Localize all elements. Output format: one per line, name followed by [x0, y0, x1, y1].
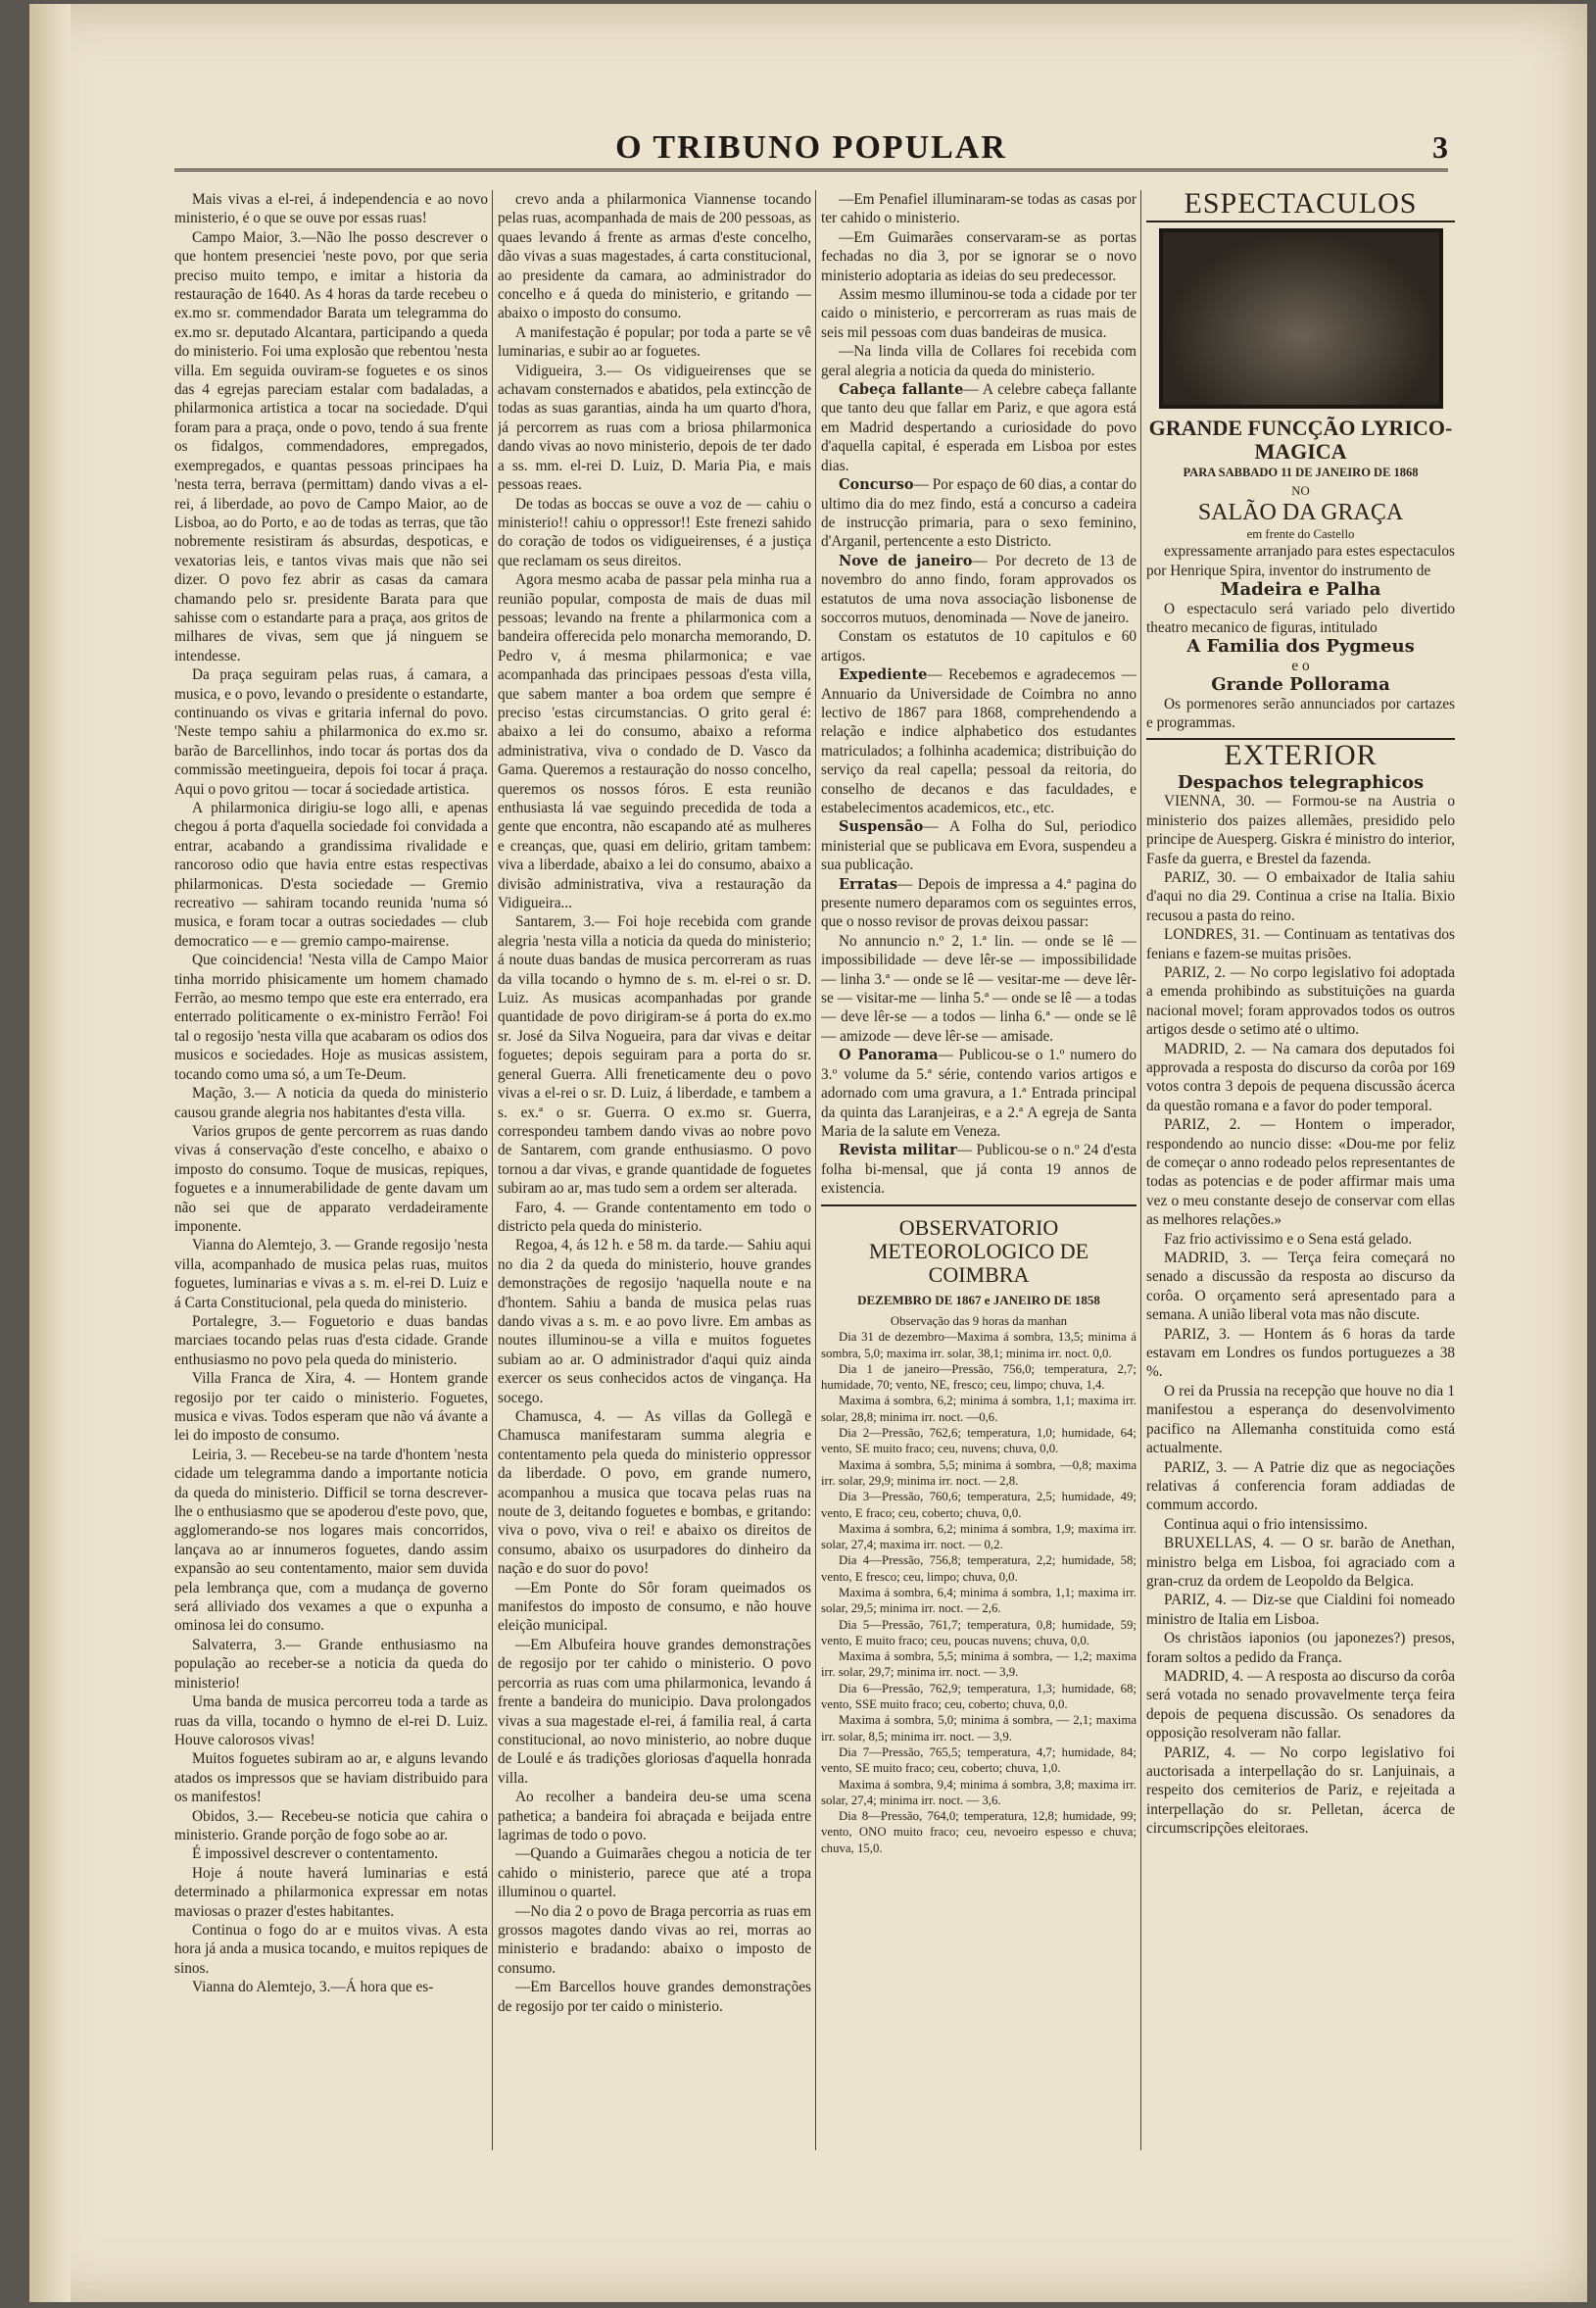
article-paragraph: crevo anda a philarmonica Viannense tocando pelas ruas, acompanhada de mais de 200 pessoas, as quaes levando á frente as armas d'este concelho, dão vivas a suas magestades, á carta constitucional, ao presidente da camara, ao administrador do concelho e á queda do ministerio, e gritando — abaixo o imposto do consumo. — [498, 191, 811, 322]
article-paragraph: Varios grupos de gente percorrem as ruas dando vivas á conservação d'este concelho, e abaixo o imposto do consumo. Toque de musicas, repiques, foguetes e a innumerabilidade de gente davam um não sei que de apparato verdadeiramente imponente. — [174, 1122, 488, 1235]
engraving-image — [1159, 228, 1443, 409]
column-2 — [498, 190, 811, 2160]
news-item-heading: Expediente — [839, 666, 928, 684]
article-paragraph: Que coincidencia! 'Nesta villa de Campo Maior tinha morrido phisicamente um homem chamado Ferrão, ao mesmo tempo que este era enterrado, era enterrado politicamente o ex-ministro Ferrão! Foi tal o regosijo 'nesta villa que acabaram os odios dos musicos e sociedades. Hoje as musicas assistem, tocando como uma só, a um Te-Deum. — [174, 952, 488, 1083]
weather-entry: Dia 7—Pressão, 765,5; temperatura, 4,7; humidade, 84; vento, SE muito fraco; ceu, coberto; chuva, 1,0. — [821, 1744, 1137, 1776]
news-item — [821, 665, 1137, 817]
news-item-text: — Recebemos e agradecemos — Annuario da Universidade de Coimbra no anno lectivo de 1867 para 1868, comprehendendo a relação e indice alphabetico dos estudantes matriculados; a folhinha academica; distribuição do serviço da real capella; pessoal da reitoria, do conselho de decanos e das faculdades, e estabelecimentos academicos, etc., etc. — [821, 666, 1137, 816]
telegraph-entry: O rei da Prussia na recepção que houve no dia 1 manifestou a esperança do desenvolvimento pacifico na Allemanha constituida como está actualmente. — [1146, 1382, 1455, 1457]
article-paragraph: Hoje á noute haverá luminarias e está determinado a philarmonica expressar em notas maviosas o prazer d'estes habitantes. — [174, 1864, 488, 1920]
article-paragraph: —No dia 2 o povo de Braga percorria as ruas em grossos magotes dando vivas ao rei, morras ao ministerio e bradando: abaixo o imposto de consumo. — [498, 1902, 811, 1977]
article-paragraph: Assim mesmo illuminou-se toda a cidade por ter caido o ministerio, e percorreram as ruas mais de seis mil pessoas com duas bandeiras de musica. — [821, 286, 1137, 341]
observatory-subtitle: Observação das 9 horas da manhan — [890, 1313, 1068, 1328]
weather-entry: Dia 8—Pressão, 764,0; temperatura, 12,8; humidade, 99; vento, ONO muito fraco; ceu, nevoeiro espesso e chuva; chuva, 15,0. — [821, 1809, 1137, 1855]
column-divider — [815, 190, 816, 2150]
article-paragraph: Portalegre, 3.— Foguetorio e duas bandas marciaes tocando pelas ruas d'esta cidade. Grande enthusiasmo no povo pela queda do ministerio. — [174, 1312, 488, 1368]
article-paragraph: Salvaterra, 3.— Grande enthusiasmo na população ao receber-se a noticia da queda do ministerio! — [174, 1636, 488, 1692]
article-paragraph: Mação, 3.— A noticia da queda do ministerio causou grande alegria nos habitantes d'esta villa. — [174, 1085, 488, 1121]
article-paragraph: Agora mesmo acaba de passar pela minha rua a reunião popular, composta de mais de duas mil pessoas; levando na frente a philarmonica com a bandeira offerecida pelo monarcha memorando, D. Pedro v, á mesma philarmonica; e vae acompanhada das principaes pessoas d'esta villa, que sabem manter a boa ordem que sempre é preciso 'estas circumstancias. O grito geral é: abaixo a lei do consumo, abaixo a reforma administrativa, viva o condado de D. Vasco da Gama. Queremos a restauração do nosso concelho, queremos os nossos fóros. E esta reunião enthusiasta lá vae seguindo precedida de toda a gente que encontra, não escapando até as mulheres e creanças, que, quasi em delirio, gritam tambem: viva a liberdade, abaixo a lei do consumo, abaixo a divisão administrativa, viva a restauração da Vidigueira... — [498, 571, 811, 912]
news-item-heading: Revista militar — [839, 1142, 957, 1159]
article-paragraph: A manifestação é popular; por toda a parte se vê luminarias, e subir ao ar foguetes. — [498, 323, 811, 361]
masthead — [174, 129, 1448, 180]
article-paragraph: Campo Maior, 3.—Não lhe posso descrever o que hontem presenciei 'neste povo, por que seria preciso muito tempo, e imitar a historia da restauração de 1640. As 4 horas da tarde recebeu o ex.mo sr. commendador Barata um telegramma do ex.mo sr. deputado Alcantara, participando a queda do ministerio. Foi uma explosão que rebentou 'nesta villa. Em seguida ouviram-se foguetes e os sinos das 4 egrejas pareciam estalar com badaladas, a philarmonica artistica a tocar na sociedade. D'qui foram para a praça, onde o povo, tendo á sua frente os fidalgos, commendadores, empregados, exempregados, e quantas pessoas principaes ha 'nesta terra, berrava (permittam) dando vivas a el-rei, á liberdade, ao povo de Campo Maior, ao de Lisboa, ao do Porto, e ao de todas as terras, que tão nobremente resistiram ás absurdas, despoticas, e vexatorias leis, e tantos vivas mais que não sei dizer. O povo fez abrir as casas da camara chamando pelo sr. presidente Barata para que sahisse com o estandarte para a praça, aos gritos de milhares de vivas, sem que já ninguem se intendesse. — [174, 228, 488, 664]
telegraph-entry: Faz frio activissimo e o Sena está gelado. — [1164, 1230, 1413, 1248]
news-item-text: — Por espaço de 60 dias, a contar do ultimo dia do mez findo, está a concurso a cadeira de instrucção primaria, para o sexo feminino, d'Arganil, pertencente a esto Districto. — [821, 476, 1137, 551]
telegraph-entry: PARIZ, 3. — Hontem ás 6 horas da tarde estavam em Londres os fundos portuguezes a 38 %. — [1146, 1325, 1455, 1381]
article-paragraph: Faro, 4. — Grande contentamento em todo o districto pela queda do ministerio. — [498, 1199, 811, 1235]
news-item-text: — A celebre cabeça fallante que tanto deu que fallar em Pariz, e que agora está em Madrid despertando a curiosidade do povo d'aquella capital, é esperada em Lisboa por estes dias. — [821, 381, 1137, 474]
telegraph-entry: VIENNA, 30. — Formou-se na Austria o ministerio dos paizes allemães, presidido pelo principe de Auesperg. Giskra é ministro do interior, Fasfe da guerra, e Brestel da fazenda. — [1146, 793, 1455, 867]
news-item-heading: Concurso — [839, 476, 914, 494]
weather-entry: Maxima á sombra, 5,0; minima á sombra, — 2,1; maxima irr. solar, 8,5; minima irr. noct. — 3,9. — [821, 1713, 1137, 1743]
news-item-text: Constam os estatutos de 10 capitulos e 60 artigos. — [821, 628, 1137, 664]
news-item-text: — Por decreto de 13 de novembro do anno findo, foram approvados os estatutos de uma nova associação lisbonense de soccorros mutuos, denominada — Nove de janeiro. — [821, 552, 1137, 626]
weather-entry: Maxima á sombra, 5,5; minima á sombra, — 1,2; maxima irr. solar, 29,7; minima irr. noct. — 3,9. — [821, 1649, 1137, 1680]
article-paragraph: Leiria, 3. — Recebeu-se na tarde d'hontem 'nesta cidade um telegramma dando a importante noticia da queda do ministerio. Difficil se torna descrever-lhe o enthusiasmo que se apoderou d'este povo, que, agglomerando-se nos logares mais concorridos, lançava ao ar innumeros foguetes, dando assim expansão ao seu contentamento, maior sem duvida pela lembrança que, com a mudança de governo será alliviado dos vexames a que o expunha a ominosa lei do consumo. — [174, 1446, 488, 1635]
article-paragraph: Regoa, 4, ás 12 h. e 58 m. da tarde.— Sahiu aqui no dia 2 da queda do ministerio, houve grandes demonstrações de regosijo 'naquella noute e na d'hontem. Sahiu a banda de musica pelas ruas dando vivas a s. m. e ao povo livre. Em ambas as noutes illuminou-se a villa e muitos foguetes subiam ao ar. O administrador d'aqui quiz ainda exercer os seus conhecidos actos de vingança. Ha socego. — [498, 1237, 811, 1406]
weather-entry: Maxima á sombra, 6,2; minima á sombra, 1,1; maxima irr. solar, 28,8; minima irr. noct. —0,6. — [821, 1394, 1137, 1424]
masthead-rule — [174, 169, 1448, 172]
weather-entry: Maxima á sombra, 6,2; minima á sombra, 1,9; maxima irr. solar, 27,4; maxima irr. noct. — 0,2. — [821, 1521, 1137, 1552]
article-paragraph: Vidigueira, 3.— Os vidigueirenses que se achavam consternados e abatidos, pela extincção de todas as suas garantias, ainda ha um quarto d'hora, já percorrem as ruas com a briosa philarmonica dando vivas ao novo ministerio, depois de ter dado a ss. mm. el-rei D. Luiz, D. Maria Pia, e mais pessoas reaes. — [498, 362, 811, 494]
news-item-heading: Nove de janeiro — [839, 552, 973, 569]
weather-entry: Dia 4—Pressão, 756,8; temperatura, 2,2; humidade, 58; vento, E fresco; ceu, limpo; chuva, 0,0. — [821, 1553, 1137, 1584]
column-1 — [174, 190, 488, 2160]
telegraph-entry: MADRID, 4. — A resposta ao discurso da corôa será votada no senado provavelmente terça feira depois de pequena discussão. Os senadores da opposição resolveram não fallar. — [1146, 1667, 1455, 1743]
column-divider — [492, 190, 493, 2150]
observatory-report — [821, 1216, 1137, 1857]
news-item-heading: Suspensão — [839, 818, 924, 836]
news-item — [821, 932, 1137, 1046]
article-paragraph: —Em Barcellos houve grandes demonstrações de regosijo por ter caido o ministerio. — [498, 1979, 811, 2015]
article-paragraph: De todas as boccas se ouve a voz de — cahiu o ministerio!! cahiu o oppressor!! Este frenezi sahido do coração de todos os vidigueirenses, é a justiça que reclamam os seus direitos. — [498, 495, 811, 569]
column-3 — [821, 190, 1137, 2160]
news-item — [821, 875, 1137, 932]
exterior-title: EXTERIOR — [1224, 739, 1378, 772]
article-paragraph: Continua o fogo do ar e muitos vivas. A esta hora já anda a musica tocando, e muitos repiques de sinos. — [174, 1921, 488, 1977]
news-item-text: — A Folha do Sul, periodico ministerial que se publicava em Evora, suspendeu a sua publicação. — [821, 818, 1137, 874]
event-footer: Os pormenores serão annunciados por cartazes e programmas. — [1146, 695, 1455, 732]
article-paragraph: Muitos foguetes subiram ao ar, e alguns levando atados os impressos que se haviam distribuido para os manifestos! — [174, 1750, 488, 1806]
news-item — [821, 380, 1137, 475]
news-item-text: — Depois de impressa a 4.ª pagina do presente numero deparamos com os seguintes erros, que o nosso revisor de provas deixou passar: — [821, 875, 1137, 931]
telegraph-entry: PARIZ, 2. — Hontem o imperador, respondendo ao nuncio disse: «Dou-me por feliz de começar o anno rodeado pelos representantes de todas as potencias e de poder affirmar mais uma vez o meu constante desejo de conservar com ellas as melhores relações.» — [1146, 1116, 1455, 1229]
venue-name: SALÃO DA GRAÇA — [1197, 500, 1404, 526]
news-item-text: — Publicou-se o 1.º numero do 3.º volume da 5.ª série, contendo varios artigos e adornado com uma gravura, a 1.ª Entrada principal da quinta das Laranjeiras, e a 2.ª A egreja de Santa Maria de la salute em Veneza. — [821, 1047, 1137, 1140]
news-item-heading: Cabeça fallante — [839, 381, 964, 399]
weather-entry: Dia 5—Pressão, 761,7; temperatura, 0,8; humidade, 59; vento, E muito fraco; ceu, poucas nuvens; chuva, 0,0. — [821, 1617, 1137, 1647]
telegraph-entry: PARIZ, 3. — A Patrie diz que as negociações relativas á conferencia foram addiadas de commum accordo. — [1146, 1458, 1455, 1514]
weather-entry: Maxima á sombra, 5,5; minima á sombra, —0,8; maxima irr. solar, 29,9; minima irr. noct. — 2,8. — [821, 1457, 1137, 1488]
article-paragraph: —Na linda villa de Collares foi recebida com geral alegria a noticia da queda do ministerio. — [821, 343, 1137, 379]
telegraph-entry: PARIZ, 4. — Diz-se que Cialdini foi nomeado ministro de Italia em Lisboa. — [1146, 1592, 1455, 1628]
column-divider — [1140, 190, 1141, 2150]
weather-entry: Dia 1 de janeiro—Pressão, 756,0; temperatura, 2,7; humidade, 70; vento, NE, fresco; ceu, limpo; chuva, 1,4. — [821, 1361, 1137, 1393]
act-1: A Familia dos Pygmeus — [1186, 636, 1415, 658]
exterior-subtitle: Despachos telegraphicos — [1177, 771, 1425, 793]
weather-entry: Dia 6—Pressão, 762,9; temperatura, 1,3; humidade, 68; vento, SSE muito fraco; ceu, coberto; chuva, 0,0. — [821, 1681, 1137, 1712]
weather-entry: Dia 31 de dezembro—Maxima á sombra, 13,5; minima á sombra, 5,0; maxima irr. solar, 38,1; minima irr. noct. 0,0. — [821, 1330, 1137, 1360]
article-paragraph: —Em Guimarães conservaram-se as portas fechadas no dia 3, por se ignorar se o novo ministerio adoptaria as ideias do seu predecessor. — [821, 228, 1137, 284]
article-paragraph: Ao recolher a bandeira deu-se uma scena pathetica; a bandeira foi abraçada e beijada entre lagrimas de todo o povo. — [498, 1789, 811, 1843]
weather-entry: Dia 3—Pressão, 760,6; temperatura, 2,5; humidade, 49; vento, E fraco; ceu, coberto; chuva, 0,0. — [821, 1490, 1137, 1520]
article-paragraph: —Quando a Guimarães chegou a noticia de ter cahido o ministerio, parece que até a tropa illuminou o quartel. — [498, 1845, 811, 1901]
article-paragraph: Mais vivas a el-rei, á independencia e ao novo ministerio, é o que se ouve por essas ruas! — [174, 191, 488, 227]
article-paragraph: —Em Ponte do Sôr foram queimados os manifestos do imposto de consumo, e não houve eleição municipal. — [498, 1579, 811, 1635]
column-4 — [1146, 190, 1455, 2189]
observatory-period: DEZEMBRO DE 1867 e JANEIRO DE 1858 — [857, 1292, 1100, 1307]
news-item — [821, 1046, 1137, 1141]
news-item-heading: O Panorama — [839, 1047, 939, 1064]
newspaper-title: O TRIBUNO POPULAR — [615, 129, 1007, 166]
telegraph-entry: BRUXELLAS, 4. — O sr. barão de Anethan, ministro belga em Lisboa, foi agraciado com a gran-cruz da ordem de Leopoldo da Belgica. — [1146, 1535, 1455, 1590]
news-item — [821, 1141, 1137, 1198]
article-paragraph: —Em Penafiel illuminaram-se todas as casas por ter cahido o ministerio. — [821, 191, 1137, 227]
article-paragraph: Vianna do Alemtejo, 3.—Á hora que es- — [192, 1979, 434, 1996]
news-item — [821, 627, 1137, 665]
news-item — [821, 475, 1137, 552]
event-variety: O espectaculo será variado pelo divertido theatro mecanico de figuras, intitulado — [1146, 600, 1455, 637]
event-date: PARA SABBADO 11 DE JANEIRO DE 1868 — [1183, 466, 1419, 480]
observatory-title: OBSERVATORIO METEOROLOGICO DE COIMBRA — [868, 1214, 1089, 1287]
article-paragraph: Villa Franca de Xira, 4. — Hontem grande regosijo por ter caido o ministerio. Foguetes, musica e vivas. Todos esperam que não vá ávante a lei do imposto de consumo. — [174, 1370, 488, 1445]
article-paragraph: —Em Albufeira houve grandes demonstrações de regosijo por ter cahido o ministerio. O povo percorria as ruas com uma philarmonica, levando á frente a bandeira do municipio. Dava prolongados vivas a sua magestade el-rei, á familia real, á carta constitucional, ao novo ministerio, ao nobre duque de Loulé e ás tradições gloriosas d'aquella honrada villa. — [498, 1636, 811, 1787]
telegraph-entry: Continua aqui o frio intensissimo. — [1164, 1515, 1368, 1533]
event-no: NO — [1291, 483, 1310, 498]
news-item — [821, 552, 1137, 628]
news-item — [821, 817, 1137, 874]
weather-entry: Dia 2—Pressão, 762,6; temperatura, 1,0; humidade, 64; vento, SE muito fraco; ceu, nuvens; chuva, 0,0. — [821, 1426, 1137, 1456]
event-description: expressamente arranjado para estes espectaculos por Henrique Spira, inventor do instrumento de — [1146, 543, 1455, 579]
telegraph-entry: MADRID, 2. — Na camara dos deputados foi approvada a resposta do discurso da corôa por 169 votos contra 3 depois de pequena discussão ácerca da questão romana e a favor do poder temporal. — [1146, 1040, 1455, 1114]
espectaculos-title: ESPECTACULOS — [1184, 190, 1418, 220]
news-item-heading: Erratas — [839, 875, 897, 893]
news-item-text: — Publicou-se o n.º 24 d'esta folha bi-mensal, que já conta 19 annos de existencia. — [821, 1142, 1137, 1198]
article-paragraph: Uma banda de musica percorreu toda a tarde as ruas da villa, tocando o hymno de el-rei D. Luiz. Houve calorosos vivas! — [174, 1694, 488, 1748]
article-paragraph: Da praça seguiram pelas ruas, á camara, a musica, e o povo, levando o presidente o estandarte, continuando os vivas e gritaria infernal do povo. 'Neste tempo sahiu a philarmonica do ex.mo sr. barão de Barcellinhos, indo tocar ás portas dos da commissão meetingueira, depois foi tocar á praça. Aqui o povo gritou — tocar á sociedade artistica. — [174, 666, 488, 798]
section-rule — [821, 1204, 1137, 1206]
article-paragraph: É impossivel descrever o contentamento. — [192, 1845, 439, 1863]
telegraph-entry: PARIZ, 30. — O embaixador de Italia sahiu d'aqui no dia 29. Continua a crise na Italia. Bixio recusou a pasta do reino. — [1146, 868, 1455, 924]
venue-subtitle: em frente do Castello — [1246, 527, 1355, 542]
telegraph-entry: Os christãos iaponios (ou japonezes?) presos, foram soltos a pedido da França. — [1146, 1630, 1455, 1666]
article-paragraph: Obidos, 3.— Recebeu-se noticia que cahira o ministerio. Grande porção de fogo sobe ao ar. — [174, 1807, 488, 1843]
weather-entry: Maxima á sombra, 9,4; minima á sombra, 3,8; maxima irr. solar, 27,4; minima irr. noct. — 3,6. — [821, 1777, 1137, 1807]
telegraph-entry: PARIZ, 4. — No corpo legislativo foi auctorisada a interpellação do sr. Lanjuinais, a respeito dos cemiterios de Pariz, e rejeitada a interpellação do sr. Pelletan, ácerca de circumscripções eleitoraes. — [1146, 1743, 1455, 1838]
binding-fold — [29, 4, 71, 2302]
section-rule — [1146, 221, 1455, 222]
instrument-name: Madeira e Palha — [1220, 579, 1381, 601]
newspaper-page — [29, 4, 1587, 2302]
article-paragraph: Santarem, 3.— Foi hoje recebida com grande alegria 'nesta villa a noticia da queda do ministerio; á noute duas bandas de musica percorreram as ruas da villa tocando o hymno de s. m. el-rei o sr. D. Luiz. As musicas acompanhadas por grande quantidade de povo dirigiram-se á porta do ex.mo sr. José da Silva Nogueira, para dar vivas e deitar foguetes; depois seguiram para a porta do sr. general Guerra. Alli freneticamente deu o povo vivas a el-rei o sr. D. Luiz, á liberdade, e tambem a s. ex.ª o sr. Guerra. O ex.mo sr. Guerra, correspondeu tambem dando vivas ao nobre povo de Santarem, com grande enthusiasmo. O povo tornou a dar vivas, e grande quantidade de foguetes subiram ao ar, mas tudo sem a ordem ser alterada. — [498, 913, 811, 1198]
weather-entry: Maxima á sombra, 6,4; minima á sombra, 1,1; maxima irr. solar, 29,5; minima irr. noct. — 2,6. — [821, 1585, 1137, 1616]
telegraph-entry: LONDRES, 31. — Continuam as tentativas dos fenians e fazem-se muitas prisões. — [1146, 926, 1455, 962]
telegraph-entry: PARIZ, 2. — No corpo legislativo foi adoptada a emenda prohibindo as substituições na guarda nacional movel; foram approvados todos os outros artigos desde o setimo até o ultimo. — [1146, 963, 1455, 1039]
event-title: GRANDE FUNCÇÃO LYRICO-MAGICA — [1148, 416, 1453, 465]
article-paragraph: Chamusca, 4. — As villas da Gollegã e Chamusca manifestaram summa alegria e contentamento pela queda do ministerio oppressor da liberdade. O povo, em grande numero, acompanhou a musica que tocava pelas ruas na noute de 3, deitando foguetes e bombas, e gritando: viva o povo, viva o rei! e abaixo os direitos de consumo, abaixo os usurpadores do dinheiro da nação e do suor do povo! — [498, 1408, 811, 1578]
telegraph-entry: MADRID, 3. — Terça feira começará no senado a discussão da resposta ao discurso da corôa. O orçamento será apresentado para a semana. A união liberal vota mas não discute. — [1146, 1250, 1455, 1324]
article-paragraph: A philarmonica dirigiu-se logo alli, e apenas chegou á porta d'aquella sociedade foi convidada a entrar, acabando a grandissima rivalidade e rancoroso odio que havia entre estas respectivas philarmonicas. D'esta sociedade — Gremio recreativo — sahiram tocando reunida 'numa só musica, e foram tocar a outras sociedades — club democratico — e — gremio campo-mairense. — [174, 800, 488, 950]
act-conjunction: e o — [1291, 657, 1310, 674]
act-2: Grande Polloramа — [1211, 674, 1390, 696]
page-number: 3 — [1432, 129, 1448, 165]
news-item-text: No annuncio n.º 2, 1.ª lin. — onde se lê — impossibilidade — deve lêr-se — impossibilidade — linha 3.ª — onde se lê — vesitar-me — deve lêr-se — visitar-me — linha 5.ª — onde se lê — a todas — deve lêr-se — a todos — linha 6.ª — onde se lê — amizode — deve lêr-se — amisade. — [821, 932, 1137, 1045]
article-paragraph: Vianna do Alemtejo, 3. — Grande regosijo 'nesta villa, acompanhado de musica pelas ruas, muitos foguetes, luminarias e vivas a s. m. el-rei D. Luiz e á Carta Constitucional, pela queda do ministerio. — [174, 1237, 488, 1311]
